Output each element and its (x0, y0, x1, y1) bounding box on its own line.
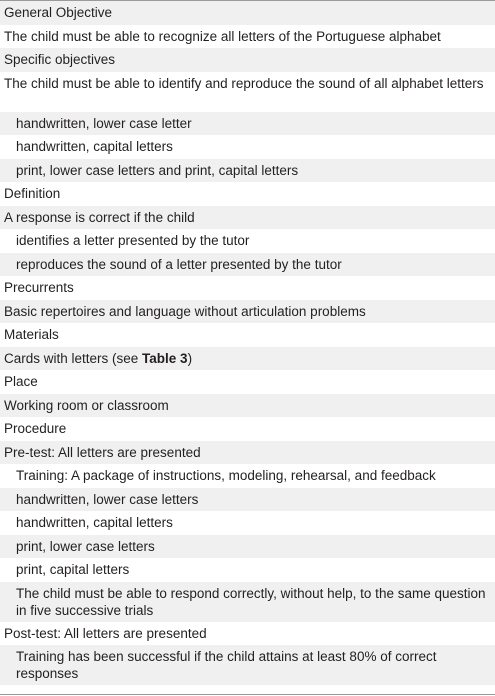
table-row (0, 229, 495, 253)
row-text: Place (4, 374, 38, 389)
row-text: A response is correct if the child (4, 209, 195, 225)
table-row (0, 25, 495, 49)
row-text-after: ) (187, 350, 193, 366)
row-text: Cards with letters (see (4, 350, 143, 366)
row-text: Pre-test: All letters are presented (4, 444, 201, 460)
table-row (0, 582, 495, 622)
table-row (0, 182, 495, 206)
table-row (0, 417, 495, 441)
row-text: handwritten, lower case letter (16, 115, 192, 131)
table-row (0, 276, 495, 300)
table-3-link[interactable]: Table 3 (142, 350, 188, 366)
table-row (0, 441, 495, 465)
row-text: print, lower case letters (16, 538, 155, 554)
table-row (0, 488, 495, 512)
row-text: Working room or classroom (4, 397, 169, 413)
row-text: The child must be able to recognize all letters of the Portuguese alphabet (4, 28, 441, 44)
table-row (0, 464, 495, 488)
table-row (0, 370, 495, 394)
table-row (0, 159, 495, 183)
row-text: identifies a letter presented by the tutor (16, 233, 250, 248)
row-text: Definition (4, 186, 61, 201)
table-row (0, 394, 495, 418)
row-text: Basic repertoires and language without articulation problems (4, 303, 366, 319)
row-text: Training has been successful if the child attains at least 80% of correct responses (16, 649, 437, 681)
row-text: Training: A package of instructions, modeling, rehearsal, and feedback (16, 468, 436, 483)
table-row (0, 323, 495, 347)
row-text: handwritten, capital letters (16, 139, 173, 154)
row-text: The child must be able to respond correctly, without help, to the same question in five successive trials (16, 585, 486, 618)
row-text: Post-test: All letters are presented (4, 625, 207, 641)
row-text: General Objective (4, 5, 113, 20)
table-row (0, 511, 495, 535)
row-text: reproduces the sound of a letter presented by the tutor (16, 256, 342, 272)
table-row (0, 112, 495, 136)
row-text: print, lower case letters and print, capital letters (16, 162, 299, 178)
row-text: The child must be able to identify and reproduce the sound of all alphabet letters (4, 75, 484, 91)
table-row (0, 253, 495, 277)
row-text: Materials (4, 327, 59, 342)
table-row (0, 300, 495, 324)
table-row (0, 1, 495, 25)
row-text: handwritten, capital letters (16, 515, 173, 530)
table-bottom-rule (0, 694, 495, 695)
row-text: print, capital letters (16, 562, 130, 577)
table-row (0, 645, 495, 685)
row-text: Specific objectives (4, 52, 116, 67)
row-text: handwritten, lower case letters (16, 491, 199, 507)
row-text: Procedure (4, 421, 67, 436)
table-row (0, 135, 495, 159)
table-row (0, 558, 495, 582)
table-row (0, 535, 495, 559)
row-text: Precurrents (4, 280, 74, 295)
table-row (0, 347, 495, 371)
table-row (0, 48, 495, 72)
table-row (0, 72, 495, 112)
table-row (0, 622, 495, 646)
table-row (0, 206, 495, 230)
